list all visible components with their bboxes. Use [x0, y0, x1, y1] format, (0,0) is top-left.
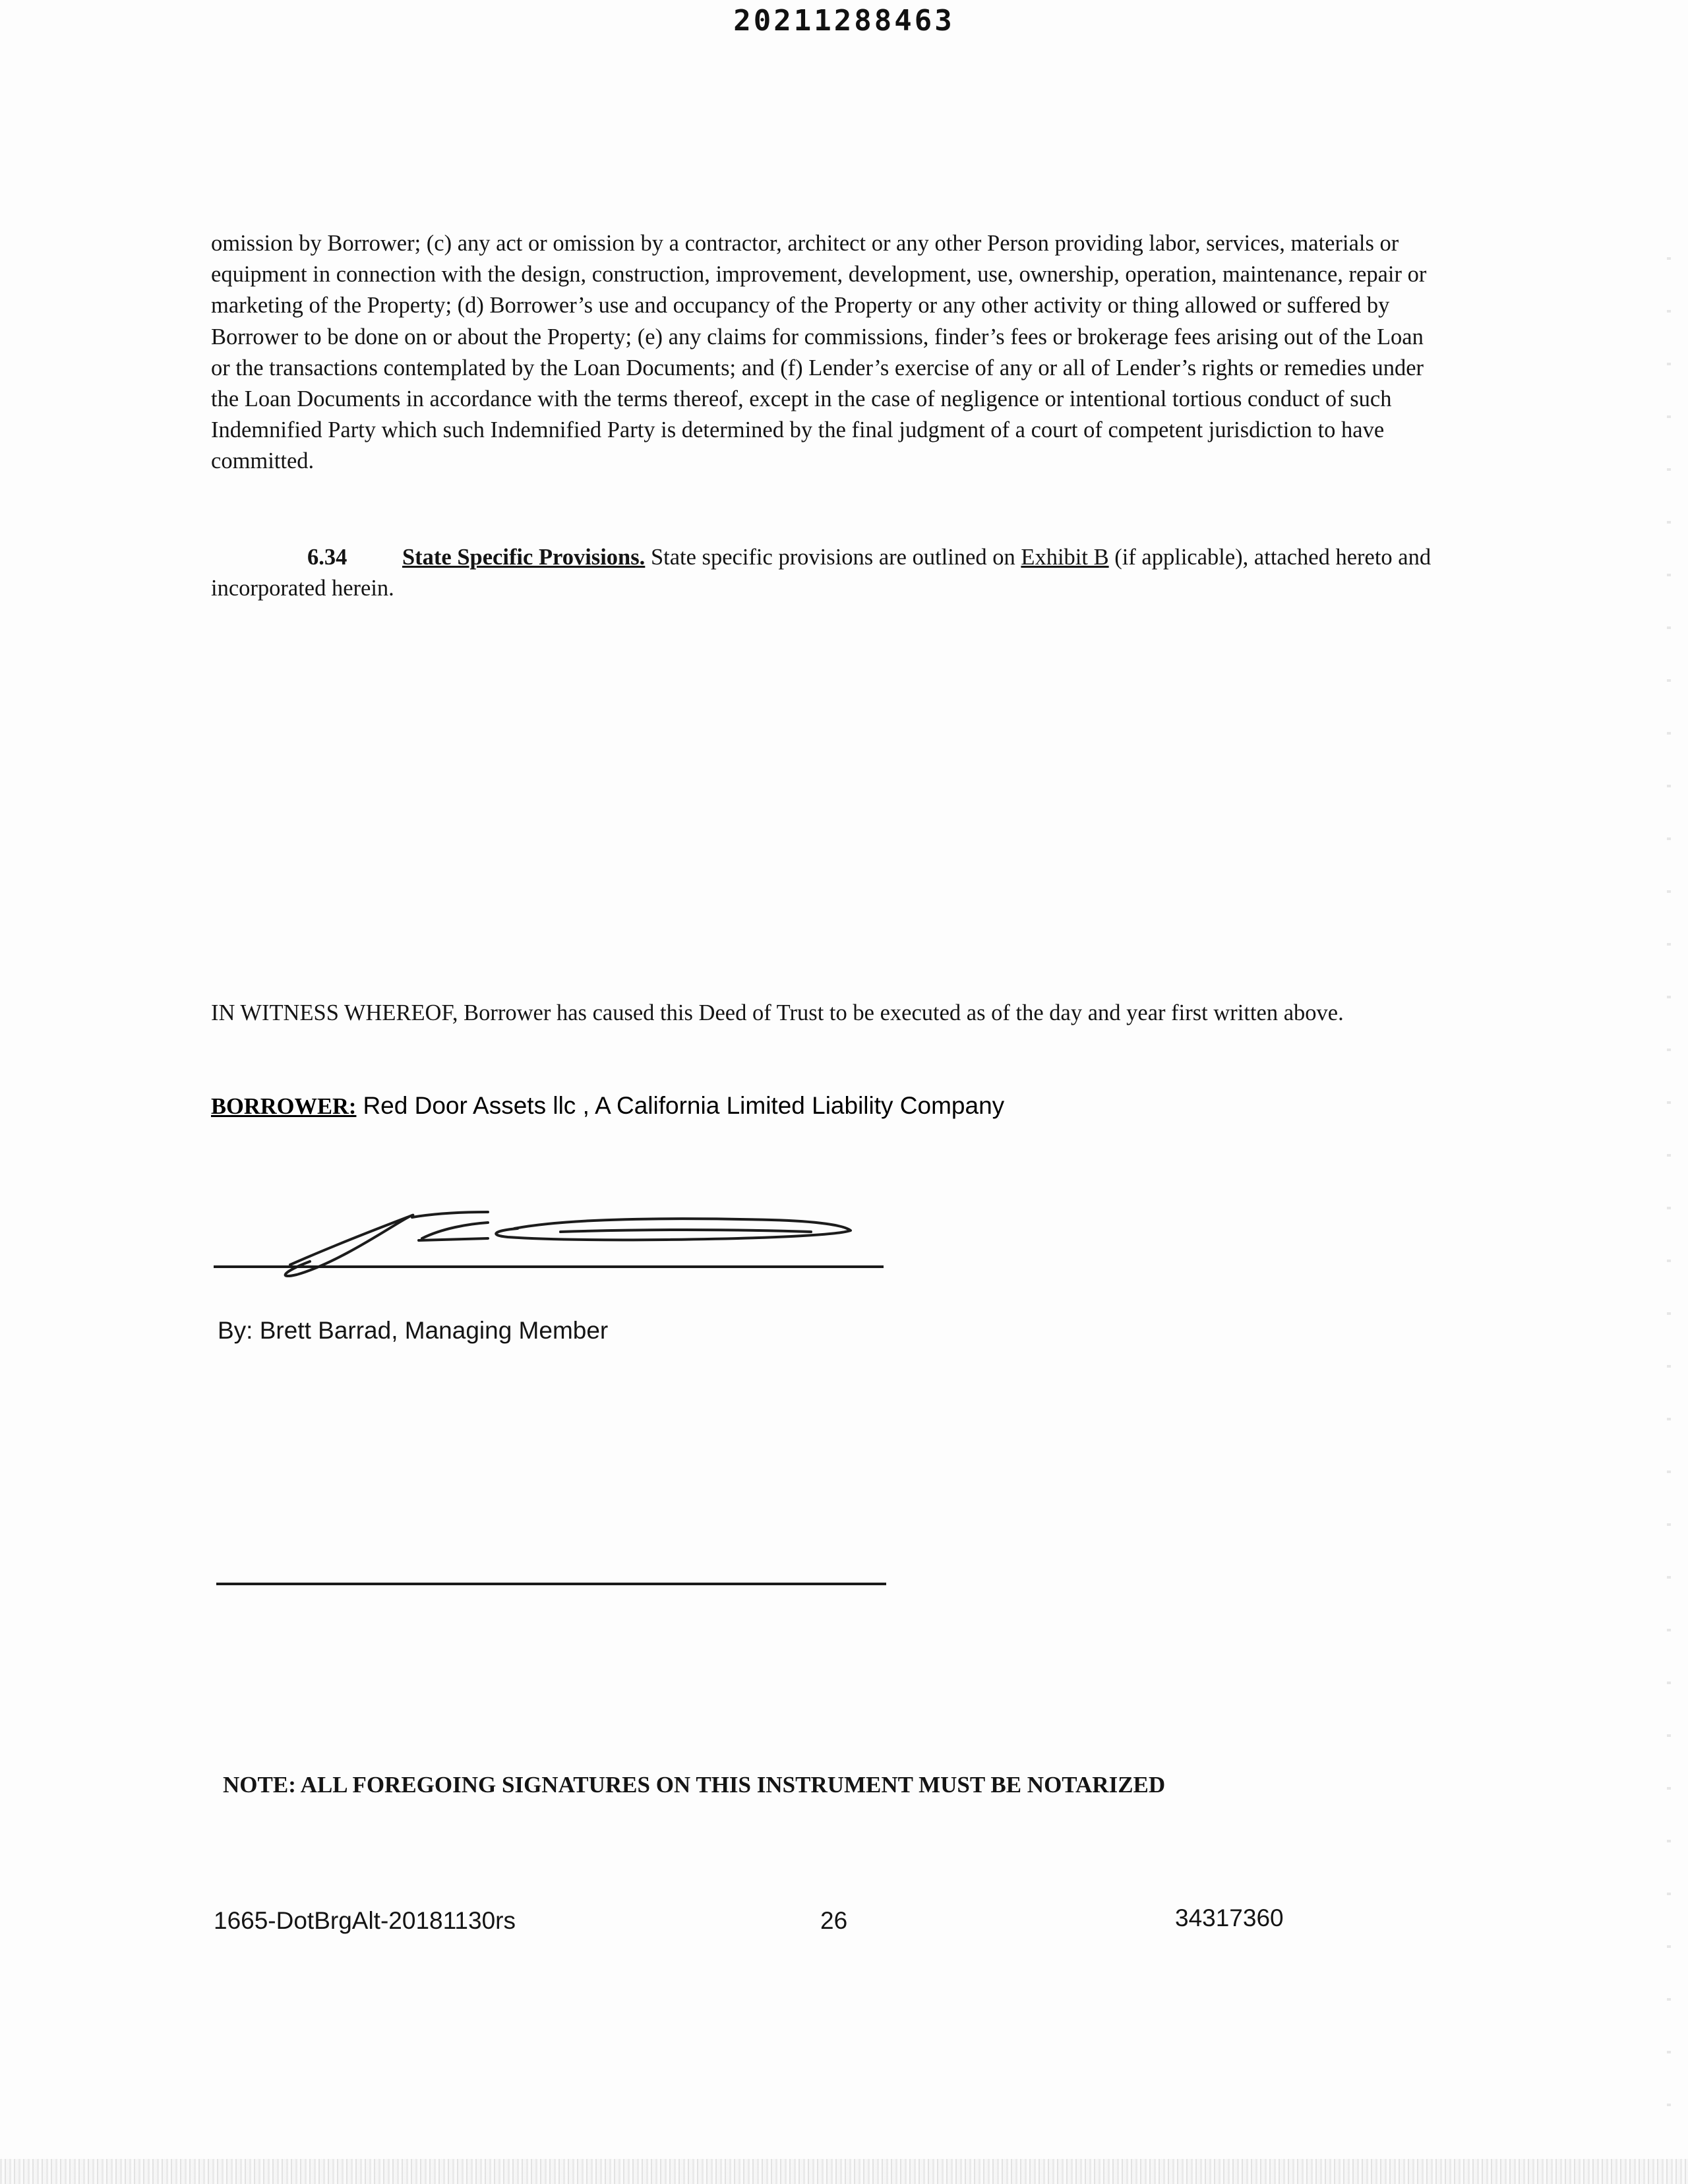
borrower-label: BORROWER: [211, 1094, 357, 1119]
notarization-note: NOTE: ALL FOREGOING SIGNATURES ON THIS INSTRUMENT MUST BE NOTARIZED [223, 1772, 1166, 1798]
signer-name: By: Brett Barrad, Managing Member [218, 1317, 609, 1344]
scan-edge-marks [1667, 237, 1671, 2150]
section-6-34 [211, 542, 1437, 604]
witness-clause: IN WITNESS WHEREOF, Borrower has caused this Deed of Trust to be executed as of the day and year first written above. [211, 1000, 1344, 1025]
exhibit-b-reference: Exhibit B [1021, 545, 1109, 570]
footer-doc-number: 34317360 [1175, 1904, 1284, 1931]
scan-noise-bar [0, 2159, 1688, 2184]
borrower-line [211, 1091, 1004, 1121]
footer-page-number: 26 [820, 1907, 848, 1934]
footer-form-id: 1665-DotBrgAlt-20181130rs [214, 1907, 516, 1934]
section-text-before: State specific provisions are outlined on [645, 545, 1021, 570]
section-text-after: (if applicable), attached hereto and incorporated herein. [211, 545, 1432, 601]
section-number: 6.34 [307, 545, 347, 570]
signature-line [214, 1265, 884, 1268]
recording-number: 20211288463 [733, 4, 955, 38]
indemnity-paragraph: omission by Borrower; (c) any act or omission by a contractor, architect or any other Person providing labor, services, materials or equipment in connection with the design, construction, improvement, development, use, ownership, operation, maintenance, repair or marketing of the Property; (d) Borrower’s use and occupancy of the Property or any other activity or thing allowed or suffered by Borrower to be done on or about the Property; (e) any claims for commissions, finder’s fees or brokerage fees arising out of the Loan or the transactions contemplated by the Loan Documents; and (f) Lender’s exercise of any or all of Lender’s rights or remedies under the Loan Documents in accordance with the terms thereof, except in the case of negligence or intentional tortious conduct of such Indemnified Party which such Indemnified Party is determined by the final judgment of a court of competent jurisdiction to have committed. [211, 231, 1427, 474]
borrower-name: Red Door Assets llc , A California Limited Liability Company [363, 1092, 1005, 1119]
section-title: State Specific Provisions. [402, 545, 646, 570]
second-signature-line [216, 1583, 886, 1585]
handwritten-signature [270, 1199, 877, 1291]
